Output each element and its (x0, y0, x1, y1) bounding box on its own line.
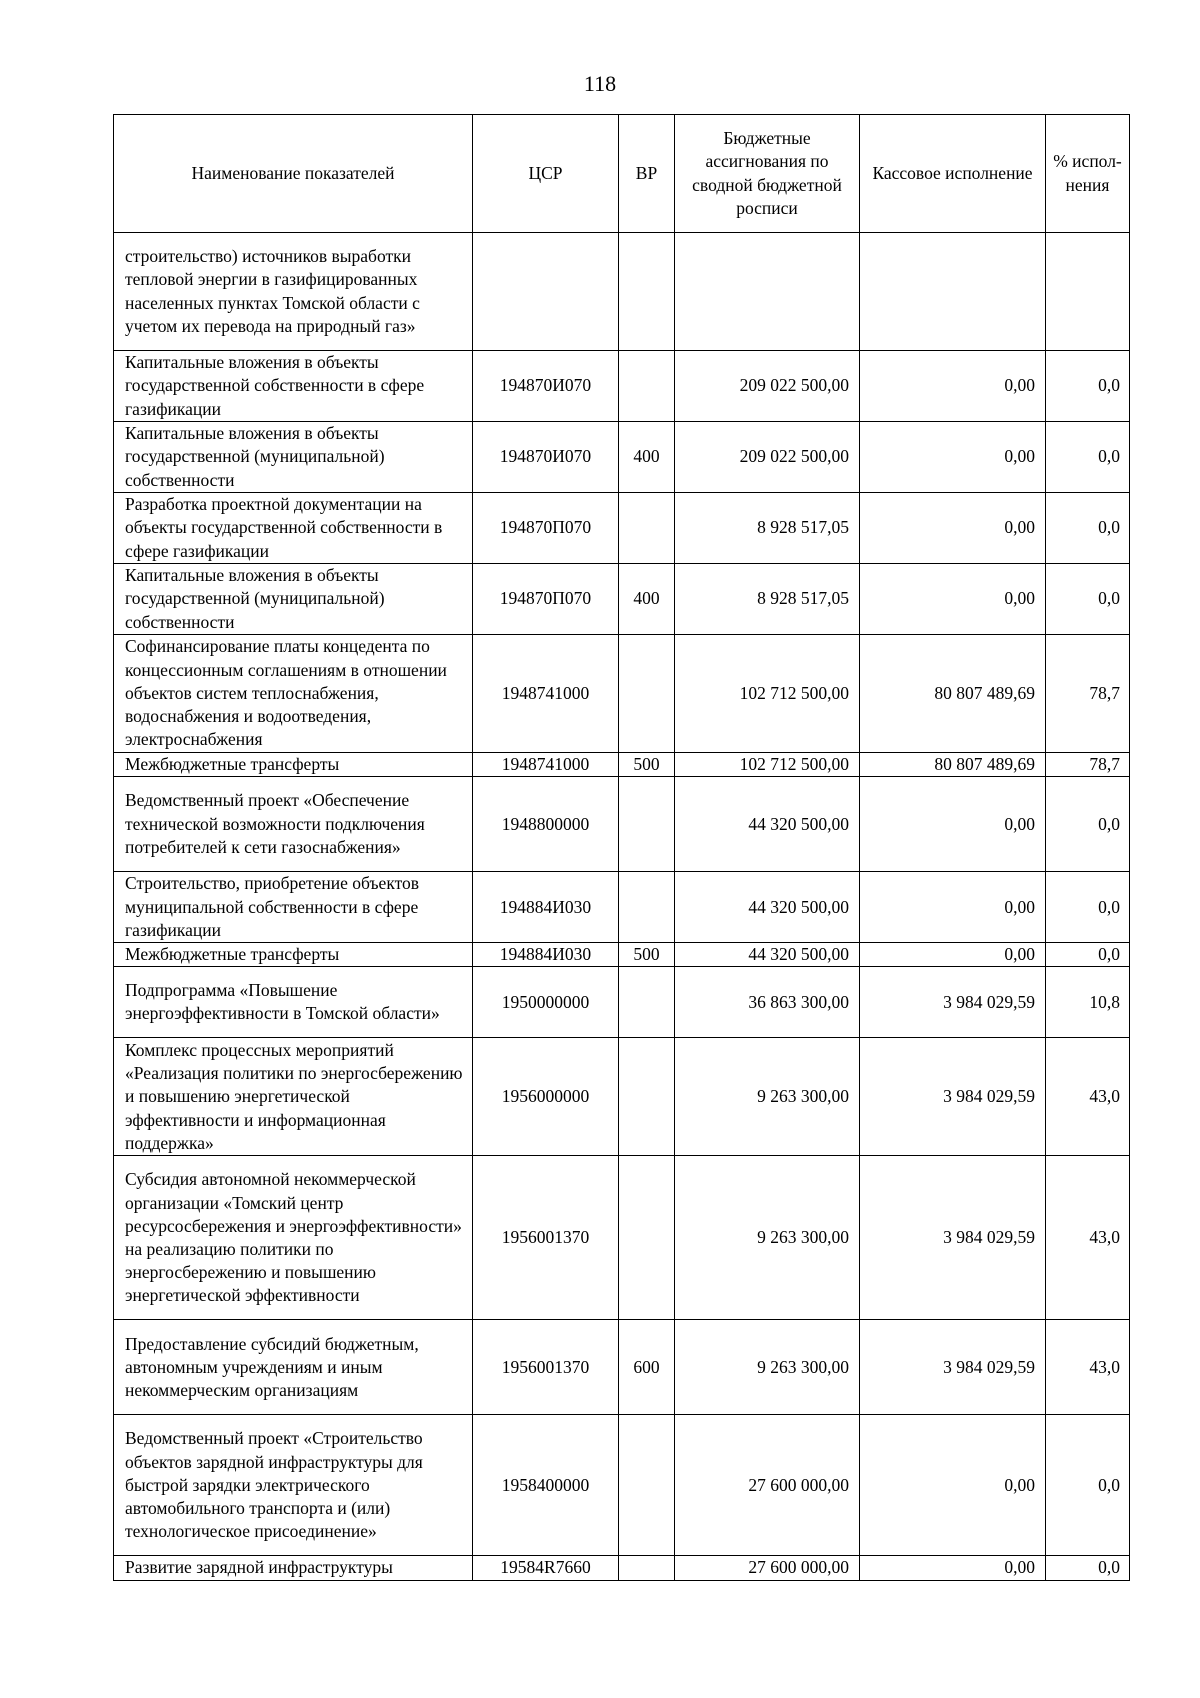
cell-vr: 500 (619, 753, 675, 777)
cell-csr: 1956001370 (473, 1156, 619, 1320)
cell-vr (619, 1556, 675, 1580)
table-row (114, 1415, 1130, 1556)
cell-percent: 0,0 (1046, 943, 1130, 967)
cell-name: строительство) источников выработки тепловой энергии в газифицированных населенных пунктах Томской области с учетом их перевода на природный газ» (114, 233, 473, 351)
cell-cash: 0,00 (860, 1415, 1046, 1556)
cell-percent: 78,7 (1046, 753, 1130, 777)
cell-csr: 194870И070 (473, 351, 619, 422)
cell-cash: 3 984 029,59 (860, 1038, 1046, 1156)
cell-name: Предоставление субсидий бюджетным, автономным учреждениям и иным некоммерческим организациям (114, 1320, 473, 1415)
cell-budget (675, 233, 860, 351)
table-row (114, 351, 1130, 422)
cell-csr: 1950000000 (473, 967, 619, 1038)
cell-csr (473, 233, 619, 351)
table-row (114, 422, 1130, 493)
header-budget: Бюджетные ассигнования по сводной бюджетной росписи (675, 115, 860, 233)
cell-budget: 9 263 300,00 (675, 1038, 860, 1156)
cell-budget: 44 320 500,00 (675, 777, 860, 872)
cell-vr (619, 1415, 675, 1556)
table-row (114, 967, 1130, 1038)
cell-cash: 3 984 029,59 (860, 1156, 1046, 1320)
cell-percent (1046, 233, 1130, 351)
cell-name: Капитальные вложения в объекты государственной (муниципальной) собственности (114, 564, 473, 635)
table-row (114, 564, 1130, 635)
table-row (114, 1038, 1130, 1156)
cell-cash: 0,00 (860, 943, 1046, 967)
cell-csr: 194870И070 (473, 422, 619, 493)
table-row (114, 872, 1130, 943)
table-row (114, 1556, 1130, 1580)
cell-vr (619, 777, 675, 872)
cell-budget: 8 928 517,05 (675, 564, 860, 635)
cell-name: Подпрограмма «Повышение энергоэффективности в Томской области» (114, 967, 473, 1038)
cell-cash: 3 984 029,59 (860, 967, 1046, 1038)
cell-vr (619, 351, 675, 422)
cell-vr (619, 967, 675, 1038)
cell-csr: 194870П070 (473, 564, 619, 635)
cell-name: Строительство, приобретение объектов муниципальной собственности в сфере газификации (114, 872, 473, 943)
cell-name: Межбюджетные трансферты (114, 943, 473, 967)
cell-budget: 209 022 500,00 (675, 351, 860, 422)
cell-vr: 400 (619, 564, 675, 635)
header-name: Наименование показателей (114, 115, 473, 233)
cell-name: Ведомственный проект «Обеспечение технической возможности подключения потребителей к сети газоснабжения» (114, 777, 473, 872)
cell-csr: 1956000000 (473, 1038, 619, 1156)
cell-cash: 0,00 (860, 777, 1046, 872)
cell-vr: 400 (619, 422, 675, 493)
cell-cash: 3 984 029,59 (860, 1320, 1046, 1415)
cell-budget: 102 712 500,00 (675, 753, 860, 777)
cell-name: Софинансирование платы концедента по концессионным соглашениям в отношении объектов систем теплоснабжения, водоснабжения и водоотведения, электроснабжения (114, 635, 473, 753)
cell-name: Субсидия автономной некоммерческой организации «Томский центр ресурсосбережения и энергоэффективности» на реализацию политики по энергосбережению и повышению энергетической эффективности (114, 1156, 473, 1320)
page-number: 118 (583, 71, 617, 96)
cell-budget: 102 712 500,00 (675, 635, 860, 753)
table-row (114, 753, 1130, 777)
table-body (114, 233, 1130, 1581)
cell-csr: 1958400000 (473, 1415, 619, 1556)
cell-cash: 0,00 (860, 493, 1046, 564)
table-header-row (114, 115, 1130, 233)
cell-percent: 0,0 (1046, 422, 1130, 493)
table-row (114, 493, 1130, 564)
cell-cash: 0,00 (860, 872, 1046, 943)
cell-budget: 209 022 500,00 (675, 422, 860, 493)
cell-csr: 1956001370 (473, 1320, 619, 1415)
cell-percent: 43,0 (1046, 1156, 1130, 1320)
cell-budget: 36 863 300,00 (675, 967, 860, 1038)
cell-csr: 194870П070 (473, 493, 619, 564)
table-row (114, 635, 1130, 753)
table-row (114, 1320, 1130, 1415)
table-row (114, 1156, 1130, 1320)
cell-vr (619, 493, 675, 564)
cell-percent: 43,0 (1046, 1038, 1130, 1156)
cell-csr: 194884И030 (473, 943, 619, 967)
cell-percent: 0,0 (1046, 351, 1130, 422)
header-vr: ВР (619, 115, 675, 233)
table-row (114, 777, 1130, 872)
table-row (114, 233, 1130, 351)
cell-percent: 0,0 (1046, 1415, 1130, 1556)
cell-budget: 44 320 500,00 (675, 943, 860, 967)
cell-budget: 27 600 000,00 (675, 1415, 860, 1556)
cell-budget: 9 263 300,00 (675, 1156, 860, 1320)
cell-name: Ведомственный проект «Строительство объектов зарядной инфраструктуры для быстрой зарядки электрического автомобильного транспорта и (или) технологическое присоединение» (114, 1415, 473, 1556)
cell-name: Развитие зарядной инфраструктуры (114, 1556, 473, 1580)
cell-percent: 43,0 (1046, 1320, 1130, 1415)
cell-cash: 80 807 489,69 (860, 753, 1046, 777)
cell-percent: 78,7 (1046, 635, 1130, 753)
cell-percent: 10,8 (1046, 967, 1130, 1038)
cell-cash: 0,00 (860, 1556, 1046, 1580)
cell-csr: 1948800000 (473, 777, 619, 872)
header-percent: % испол-нения (1046, 115, 1130, 233)
cell-name: Межбюджетные трансферты (114, 753, 473, 777)
cell-percent: 0,0 (1046, 777, 1130, 872)
table-row (114, 943, 1130, 967)
cell-vr: 600 (619, 1320, 675, 1415)
cell-cash (860, 233, 1046, 351)
cell-budget: 9 263 300,00 (675, 1320, 860, 1415)
cell-name: Капитальные вложения в объекты государственной (муниципальной) собственности (114, 422, 473, 493)
cell-percent: 0,0 (1046, 1556, 1130, 1580)
header-cash: Кассовое исполнение (860, 115, 1046, 233)
cell-name: Комплекс процессных мероприятий «Реализация политики по энергосбережению и повышению энергетической эффективности и информационная поддержка» (114, 1038, 473, 1156)
header-csr: ЦСР (473, 115, 619, 233)
cell-csr: 1948741000 (473, 635, 619, 753)
cell-budget: 8 928 517,05 (675, 493, 860, 564)
cell-vr (619, 635, 675, 753)
cell-budget: 27 600 000,00 (675, 1556, 860, 1580)
cell-percent: 0,0 (1046, 872, 1130, 943)
cell-cash: 0,00 (860, 422, 1046, 493)
budget-execution-table (113, 114, 1130, 1581)
cell-csr: 19584R7660 (473, 1556, 619, 1580)
cell-budget: 44 320 500,00 (675, 872, 860, 943)
cell-vr (619, 1156, 675, 1320)
cell-cash: 0,00 (860, 351, 1046, 422)
cell-csr: 194884И030 (473, 872, 619, 943)
cell-vr (619, 1038, 675, 1156)
cell-cash: 0,00 (860, 564, 1046, 635)
cell-csr: 1948741000 (473, 753, 619, 777)
cell-vr (619, 233, 675, 351)
cell-cash: 80 807 489,69 (860, 635, 1046, 753)
cell-percent: 0,0 (1046, 564, 1130, 635)
cell-name: Разработка проектной документации на объекты государственной собственности в сфере газификации (114, 493, 473, 564)
cell-name: Капитальные вложения в объекты государственной собственности в сфере газификации (114, 351, 473, 422)
cell-percent: 0,0 (1046, 493, 1130, 564)
cell-vr: 500 (619, 943, 675, 967)
cell-vr (619, 872, 675, 943)
